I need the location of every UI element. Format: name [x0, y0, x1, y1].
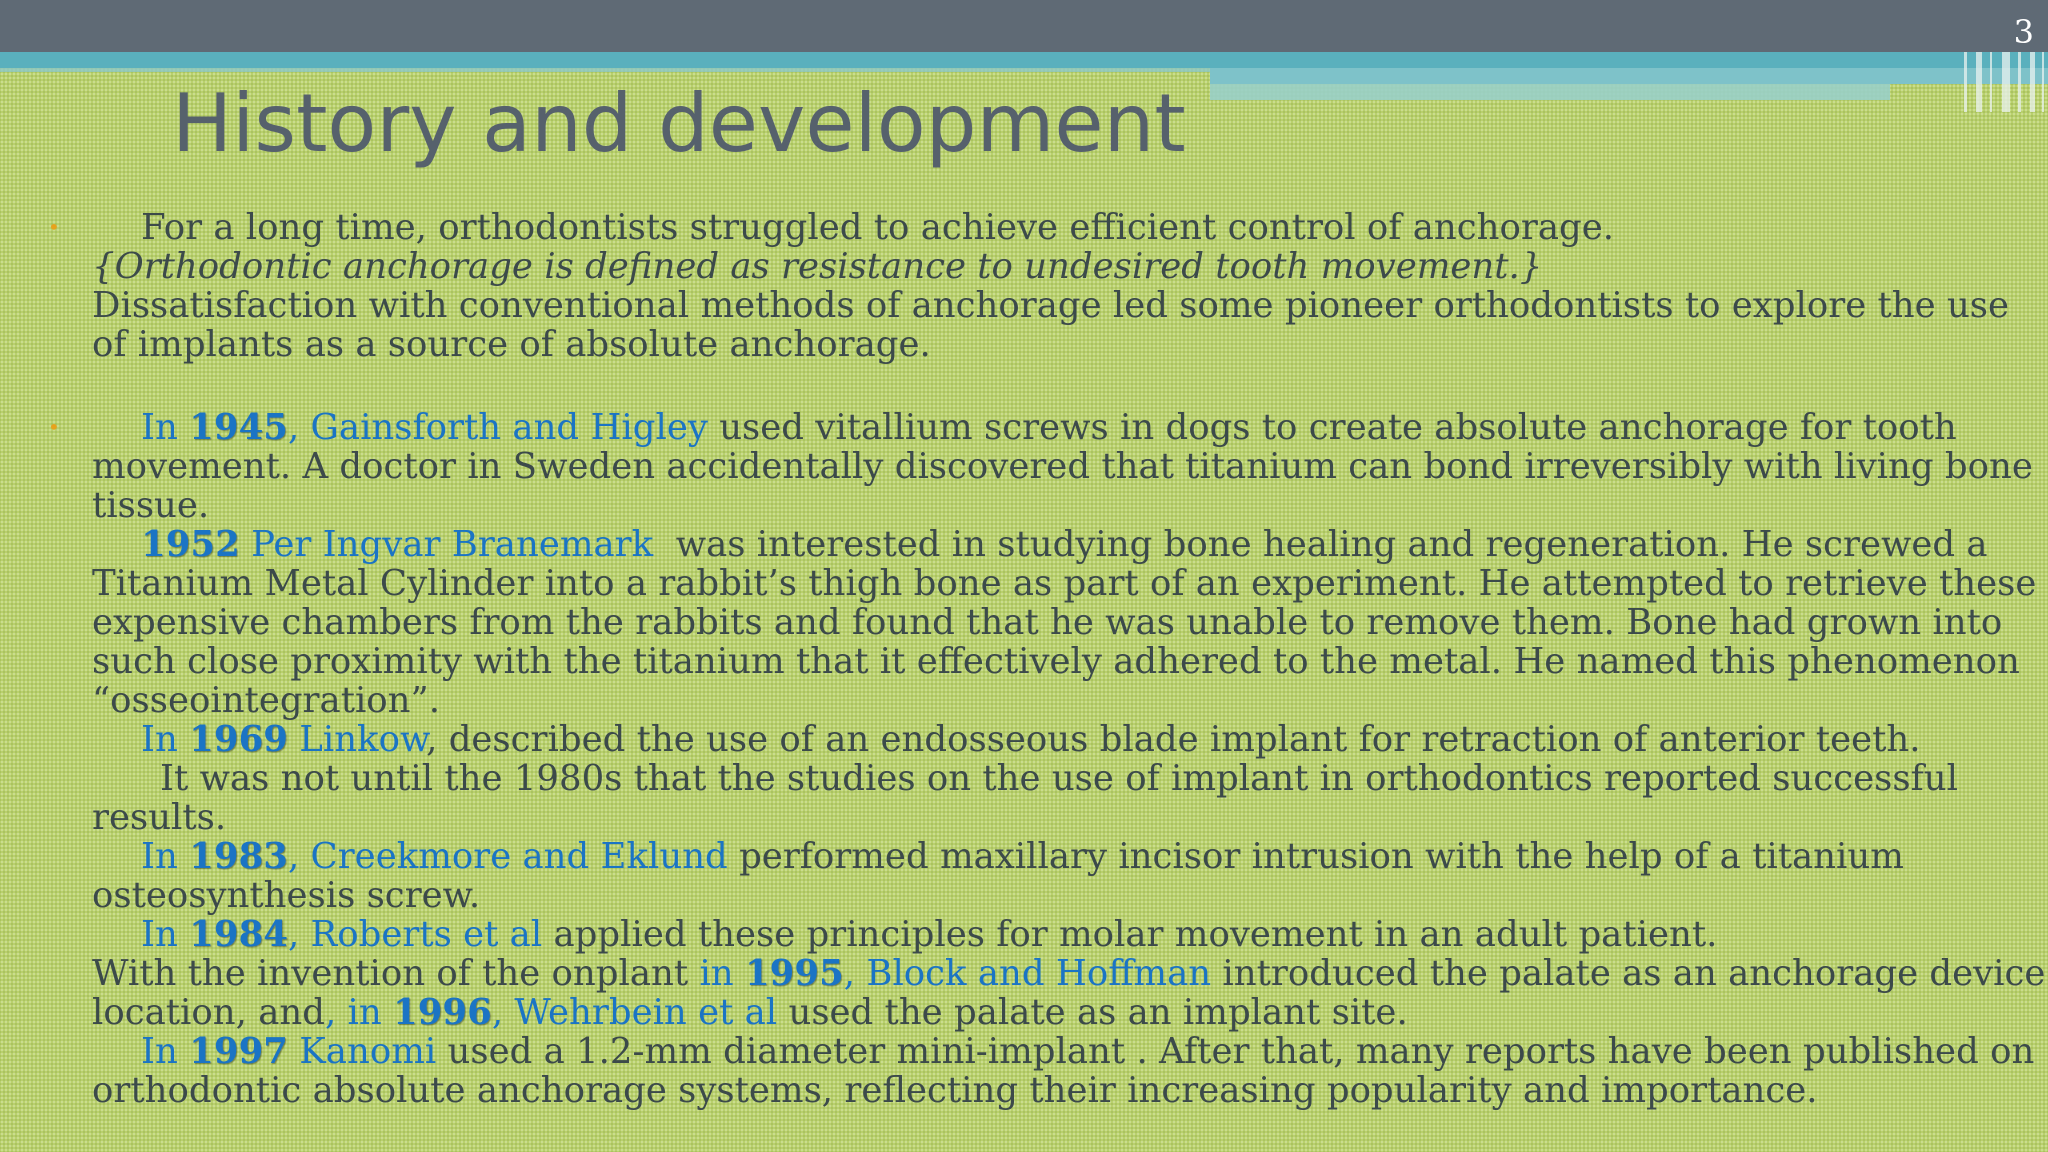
slide-body — [48, 207, 2046, 1111]
text-line — [92, 1031, 2035, 1072]
decorative-stripes — [1960, 52, 2048, 112]
text-line — [92, 993, 2017, 1032]
text-line: Titanium Metal Cylinder into a rabbit’s thigh bone as part of an experiment. He attempted to retrieve these — [92, 563, 2037, 604]
highlight-text: In — [141, 1031, 190, 1072]
year: 1995 — [744, 953, 844, 994]
highlight-text: In — [141, 407, 190, 448]
highlight-text: In — [141, 914, 190, 955]
author-name: Kanomi — [287, 1031, 437, 1072]
text-line: “osseointegration”. — [92, 680, 440, 721]
author-name: , Gainsforth and Higley — [287, 407, 708, 448]
text-line — [92, 247, 2017, 286]
text-line: tissue. — [92, 485, 210, 526]
text-line: It was not until the 1980s that the studies on the use of implant in orthodontics reported successful — [160, 758, 1958, 799]
slide-number: 3 — [2013, 13, 2034, 51]
accent-bar — [0, 52, 2048, 68]
author-name: Linkow — [287, 719, 427, 760]
text-span: used a 1.2-mm diameter mini-implant . After that, many reports have been published on — [436, 1031, 2035, 1072]
text-line: For a long time, orthodontists struggled to achieve efficient control of anchorage. — [141, 207, 1615, 248]
text-line — [92, 720, 2017, 759]
year: 1983 — [189, 836, 288, 877]
text-line: movement. A doctor in Sweden accidentally discovered that titanium can bond irreversibly with living bone — [92, 446, 2033, 487]
top-bar — [0, 0, 2048, 52]
author-name: , Wehrbein et al — [491, 992, 778, 1033]
text-span: performed maxillary incisor intrusion with the help of a titanium — [727, 836, 1904, 877]
accent-bar-thin — [0, 68, 1210, 72]
text-line: such close proximity with the titanium that it effectively adhered to the metal. He named this phenomenon — [92, 641, 2020, 682]
author-name: , Roberts et al — [287, 914, 543, 955]
highlight-text: , in — [324, 992, 394, 1033]
italic-definition: {Orthodontic anchorage is defined as resistance to undesired tooth movement.} — [92, 246, 1543, 287]
text-line — [92, 525, 2017, 564]
year: 1969 — [189, 719, 288, 760]
text-span: introduced the palate as an anchorage device — [1211, 953, 2046, 994]
author-name: , Block and Hoffman — [843, 953, 1212, 994]
author-name: , Creekmore and Eklund — [287, 836, 728, 877]
text-line — [92, 915, 2017, 954]
text-span: , described the use of an endosseous blade implant for retraction of anterior teeth. — [426, 719, 1921, 760]
text-line: Dissatisfaction with conventional methods of anchorage led some pioneer orthodontists to explore the use — [92, 285, 2010, 326]
accent-bar-tertiary — [1210, 84, 1890, 100]
text-line: results. — [92, 797, 227, 838]
text-line: of implants as a source of absolute anchorage. — [92, 324, 931, 365]
slide-title: History and development — [172, 77, 1186, 170]
author-name: Per Ingvar Branemark — [239, 524, 654, 565]
year: 1996 — [393, 992, 492, 1033]
text-span: was interested in studying bone healing and regeneration. He screwed a — [653, 524, 1988, 565]
bullet-icon: • — [48, 215, 60, 239]
spacer — [92, 364, 2017, 408]
text-span: used vitallium screws in dogs to create absolute anchorage for tooth — [707, 407, 1957, 448]
bullet-paragraph-2 — [48, 407, 2046, 1111]
accent-bar-secondary — [1210, 68, 2048, 84]
highlight-text: In — [141, 836, 190, 877]
bullet-paragraph-1 — [48, 207, 2017, 365]
text-span: applied these principles for molar movement in an adult patient. — [542, 914, 1718, 955]
bullet-icon: • — [48, 415, 60, 439]
year: 1945 — [189, 407, 288, 448]
text-line — [92, 953, 2046, 994]
text-line — [92, 408, 2017, 447]
highlight-text: in — [699, 953, 745, 994]
text-span: used the palate as an implant site. — [777, 992, 1408, 1033]
text-line: expensive chambers from the rabbits and found that he was unable to remove them. Bone had grown into — [92, 602, 2003, 643]
text-line: orthodontic absolute anchorage systems, reflecting their increasing popularity and importance. — [92, 1070, 1818, 1111]
year: 1952 — [141, 524, 240, 565]
text-span: location, and — [92, 992, 325, 1033]
year: 1984 — [189, 914, 288, 955]
text-span: With the invention of the onplant — [92, 953, 700, 994]
text-line — [92, 837, 2017, 876]
highlight-text: In — [141, 719, 190, 760]
year: 1997 — [189, 1031, 288, 1072]
text-line: osteosynthesis screw. — [92, 875, 481, 916]
